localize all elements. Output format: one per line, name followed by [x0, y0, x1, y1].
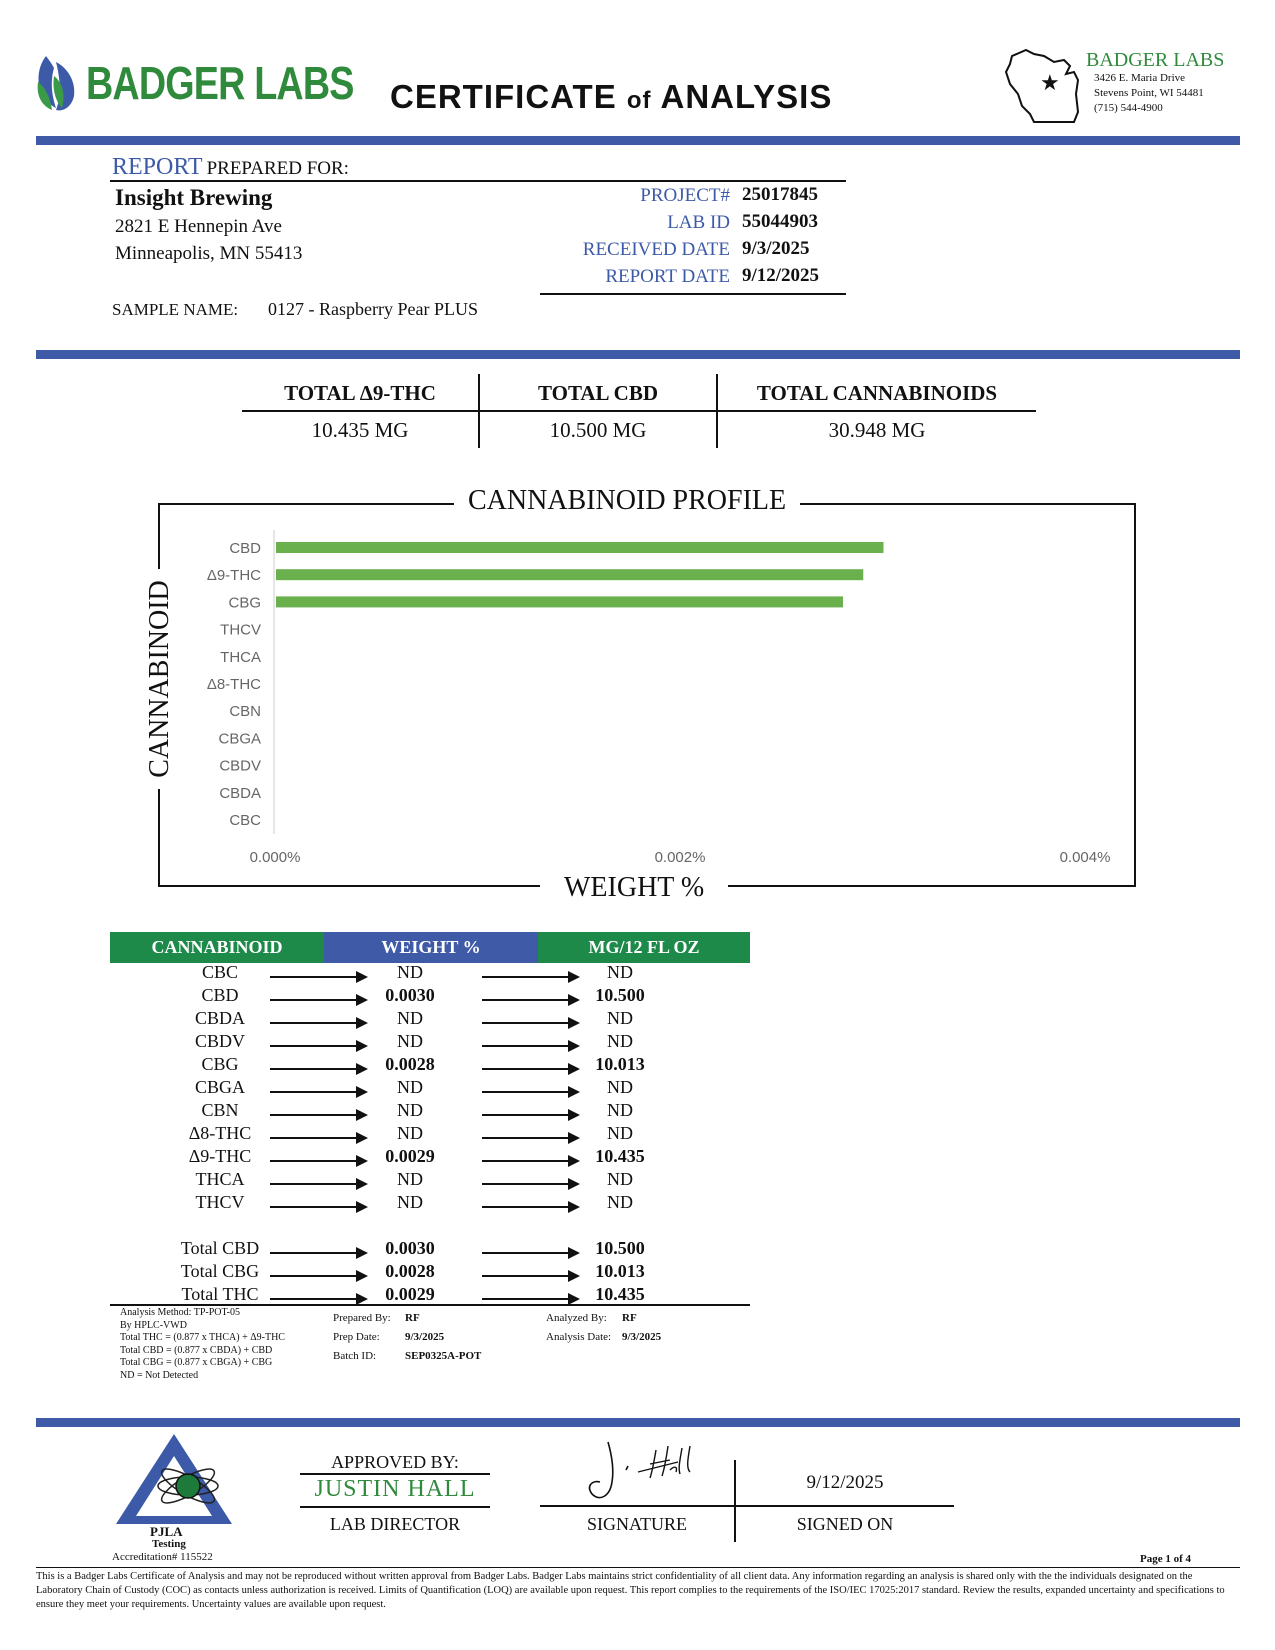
report-top-line: [110, 180, 846, 182]
row-mg: 10.013: [595, 1261, 645, 1281]
analysis-date-label: Analysis Date:: [546, 1331, 612, 1343]
signed-on-label: SIGNED ON: [796, 1514, 894, 1534]
row-mg: ND: [607, 1031, 633, 1051]
row-weight: 0.0028: [385, 1261, 435, 1281]
table-row: [110, 1192, 750, 1215]
total-cannabinoids-value: 30.948 MG: [828, 418, 926, 442]
row-weight: ND: [397, 1031, 423, 1051]
prep-date-label: Prep Date:: [333, 1331, 380, 1343]
disclaimer-top-line: [36, 1567, 1240, 1568]
row-mg: ND: [607, 1169, 633, 1189]
project-label: PROJECT#: [640, 185, 730, 206]
chart-title: CANNABINOID PROFILE: [454, 485, 800, 517]
totals-separator-1: [478, 374, 480, 448]
received-date-label: RECEIVED DATE: [582, 239, 730, 260]
x-tick-label: 0.000%: [249, 849, 301, 866]
y-tick-label: CBDV: [219, 757, 261, 775]
row-cannabinoid: Total THC: [181, 1284, 259, 1304]
approved-by-label: APPROVED BY:: [331, 1452, 459, 1472]
client-address-2: Minneapolis, MN 55413: [115, 243, 303, 264]
report-prepared-for: [112, 154, 349, 181]
total-cannabinoids-label: TOTAL CANNABINOIDS: [756, 381, 998, 405]
row-cannabinoid: CBC: [201, 962, 239, 982]
table-header-weight: WEIGHT %: [324, 932, 538, 963]
row-weight: 0.0029: [385, 1146, 435, 1166]
prepared-by-value: RF: [405, 1312, 420, 1324]
y-tick-label: CBGA: [218, 730, 261, 748]
bar-Δ9-THC: [276, 569, 863, 580]
lab-name: BADGER LABS: [1086, 49, 1225, 71]
row-weight: ND: [397, 1192, 423, 1212]
lab-phone: (715) 544-4900: [1094, 102, 1163, 114]
total-cbd-label: TOTAL CBD: [537, 381, 658, 405]
title-certificate: CERTIFICATE: [390, 78, 617, 115]
title-of: of: [626, 87, 652, 114]
approver-line: [300, 1506, 490, 1508]
svg-text:★: ★: [1040, 71, 1060, 96]
pjla-testing: Testing: [152, 1538, 186, 1550]
report-date-value: 9/12/2025: [742, 265, 820, 286]
table-header-cannabinoid: CANNABINOID: [110, 932, 324, 963]
y-tick-label: CBDA: [219, 784, 261, 802]
analyzed-by-value: RF: [622, 1312, 637, 1324]
header-divider: [36, 136, 1240, 145]
totals-separator-2: [716, 374, 718, 448]
signature-image: [578, 1436, 708, 1506]
pjla-label: PJLA: [150, 1524, 183, 1539]
document-title: [390, 78, 832, 116]
lab-address-1: 3426 E. Maria Drive: [1094, 72, 1186, 84]
row-cannabinoid: Total CBD: [180, 1238, 260, 1258]
lab-address-2: Stevens Point, WI 54481: [1094, 87, 1204, 99]
totals-divider-line: [242, 410, 1036, 412]
total-thc-label: TOTAL Δ9-THC: [284, 381, 436, 405]
total-row: [110, 1261, 750, 1284]
table-row: [110, 962, 750, 985]
client-name: Insight Brewing: [115, 185, 273, 210]
signature-line: [540, 1505, 954, 1507]
signed-date: 9/12/2025: [806, 1472, 884, 1493]
table-row: [110, 1146, 750, 1169]
row-weight: ND: [397, 1169, 423, 1189]
row-cannabinoid: CBDV: [194, 1031, 245, 1051]
method-line: Total CBG = (0.877 x CBGA) + CBG: [120, 1357, 273, 1368]
table-row: [110, 1031, 750, 1054]
prep-info: [333, 1309, 481, 1366]
batch-id-value: SEP0325A-POT: [405, 1350, 482, 1362]
row-cannabinoid: Δ8-THC: [188, 1123, 252, 1143]
method-line: Total CBD = (0.877 x CBDA) + CBD: [120, 1344, 273, 1356]
row-weight: 0.0030: [385, 1238, 435, 1258]
row-weight: 0.0030: [385, 985, 435, 1005]
title-analysis: ANALYSIS: [660, 78, 833, 115]
received-date-value: 9/3/2025: [742, 238, 810, 259]
table-row: [110, 1054, 750, 1077]
row-mg: ND: [607, 1008, 633, 1028]
row-cannabinoid: CBGA: [194, 1077, 245, 1097]
row-weight: 0.0028: [385, 1054, 435, 1074]
row-weight: ND: [397, 1123, 423, 1143]
chart-ylabel: CANNABINOID: [144, 569, 176, 789]
row-cannabinoid: THCA: [195, 1169, 245, 1189]
chart-plot: [180, 520, 1111, 890]
sample-name-label: SAMPLE NAME:: [112, 300, 239, 319]
report-bottom-line: [540, 293, 846, 295]
analysis-date-value: 9/3/2025: [622, 1331, 662, 1343]
row-weight: ND: [397, 1008, 423, 1028]
report-divider: [36, 350, 1240, 359]
row-mg: 10.435: [595, 1146, 645, 1166]
y-tick-label: CBC: [229, 812, 261, 829]
labid-value: 55044903: [742, 211, 818, 232]
approved-top-line: [300, 1473, 490, 1475]
row-cannabinoid: THCV: [195, 1192, 245, 1212]
prepared-for-label: PREPARED FOR:: [206, 158, 349, 179]
labid-label: LAB ID: [667, 212, 730, 233]
row-mg: ND: [607, 1100, 633, 1120]
row-weight: ND: [397, 962, 423, 982]
signature-label: SIGNATURE: [586, 1514, 687, 1534]
table-bottom-line: [110, 1304, 750, 1306]
y-tick-label: CBG: [228, 594, 261, 612]
y-tick-label: CBD: [229, 540, 261, 557]
row-mg: ND: [607, 962, 633, 982]
approver-title: LAB DIRECTOR: [329, 1514, 461, 1534]
bar-CBG: [276, 596, 843, 607]
batch-id-label: Batch ID:: [333, 1350, 377, 1362]
row-cannabinoid: CBDA: [194, 1008, 245, 1028]
row-mg: ND: [607, 1123, 633, 1143]
table-row: [110, 1008, 750, 1031]
total-row: [110, 1238, 750, 1261]
pjla-logo-icon: [114, 1432, 234, 1532]
footer-divider: [36, 1418, 1240, 1427]
y-tick-label: THCA: [220, 648, 261, 666]
table-row: [110, 1169, 750, 1192]
method-line: ND = Not Detected: [120, 1369, 199, 1381]
y-tick-label: CBN: [229, 703, 261, 721]
leaf-icon: [34, 52, 80, 114]
y-tick-label: THCV: [220, 621, 261, 639]
page-number: Page 1 of 4: [1140, 1553, 1192, 1565]
table-header-mg: MG/12 FL OZ: [538, 932, 750, 963]
row-weight: 0.0029: [385, 1284, 435, 1304]
row-weight: ND: [397, 1077, 423, 1097]
logo-text: BADGER LABS: [86, 57, 354, 109]
method-line: Analysis Method: TP-POT-05: [120, 1307, 241, 1318]
table-row: [110, 1123, 750, 1146]
row-mg: 10.013: [595, 1054, 645, 1074]
chart-xlabel: WEIGHT %: [540, 872, 728, 904]
row-mg: 10.500: [595, 985, 645, 1005]
x-tick-label: 0.002%: [654, 849, 706, 866]
row-cannabinoid: CBN: [201, 1100, 239, 1120]
bar-CBD: [276, 542, 884, 553]
total-cbd-value: 10.500 MG: [549, 418, 647, 442]
pjla-accreditation: Accreditation# 115522: [112, 1551, 213, 1563]
row-mg: ND: [607, 1077, 633, 1097]
x-tick-label: 0.004%: [1059, 849, 1111, 866]
table-row: [110, 1100, 750, 1123]
row-cannabinoid: CBD: [201, 985, 239, 1005]
table-row: [110, 1077, 750, 1100]
prepared-by-label: Prepared By:: [333, 1312, 391, 1324]
row-mg: 10.500: [595, 1238, 645, 1258]
approver-name: JUSTIN HALL: [314, 1476, 476, 1502]
method-line: Total THC = (0.877 x THCA) + Δ9-THC: [120, 1332, 285, 1343]
table-row: [110, 985, 750, 1008]
wisconsin-map-icon: [1004, 42, 1084, 124]
row-cannabinoid: CBG: [201, 1054, 239, 1074]
project-value: 25017845: [742, 184, 818, 205]
prep-date-value: 9/3/2025: [405, 1331, 445, 1343]
method-line: By HPLC-VWD: [120, 1319, 187, 1331]
row-cannabinoid: Δ9-THC: [188, 1146, 252, 1166]
disclaimer: This is a Badger Labs Certificate of Analysis and may not be reproduced without written approval from Badger Labs. Badger Labs maintains strict confidentiality of all client data. Any information regarding an analysis is shared only with the the individuals designated on the Laboratory Chain of Custody (COC) as contacts unless authorization is received. Limits of Quantification (LOQ) are available upon request. This report complies to the requirements of the ISO/IEC 17025:2017 standard. Review the results, expanded uncertainty and specifications to ensure they meet your requirements. Uncertainty values are available upon request.: [36, 1571, 1225, 1610]
row-weight: ND: [397, 1100, 423, 1120]
method-notes: [120, 1307, 320, 1382]
row-cannabinoid: Total CBG: [180, 1261, 260, 1281]
total-thc-value: 10.435 MG: [311, 418, 409, 442]
badger-labs-logo: [34, 52, 354, 114]
report-word: REPORT: [112, 154, 203, 180]
analysis-info: [546, 1309, 661, 1347]
row-mg: 10.435: [595, 1284, 645, 1304]
y-tick-label: Δ9-THC: [206, 567, 261, 585]
analyzed-by-label: Analyzed By:: [546, 1312, 607, 1324]
row-mg: ND: [607, 1192, 633, 1212]
report-date-label: REPORT DATE: [605, 266, 730, 287]
y-tick-label: Δ8-THC: [206, 676, 261, 693]
sample-name-value: 0127 - Raspberry Pear PLUS: [268, 299, 478, 319]
client-address-1: 2821 E Hennepin Ave: [115, 216, 282, 237]
